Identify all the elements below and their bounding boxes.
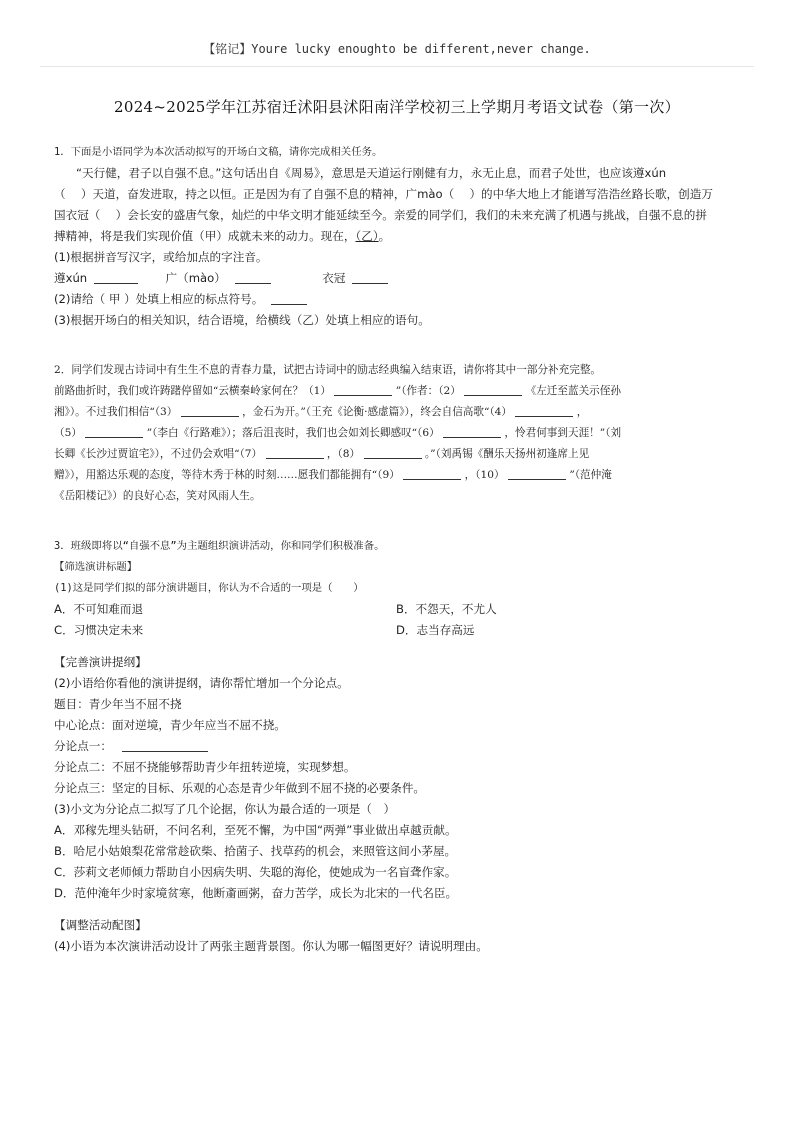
- answer-blank[interactable]: [94, 270, 138, 284]
- question-2-stem: 2．同学们发现古诗词中有生生不息的青春力量，试把古诗词中的励志经典编入结束语，请你将其中一部分补充完整。: [54, 364, 602, 376]
- outline-topic: 题目：青少年当不屈不挠: [54, 697, 182, 711]
- outline-point-1: [54, 736, 744, 757]
- sub-question-2: [54, 289, 744, 310]
- section-heading: 【完善演讲提纲】: [54, 655, 147, 669]
- question-2-line: [54, 381, 744, 402]
- answer-blank[interactable]: [85, 424, 143, 438]
- paragraph-text: 。: [378, 229, 391, 243]
- poem-text: 长卿《长沙过贾谊宅》），不过仍会欢唱“（7）: [54, 448, 263, 460]
- answer-blank[interactable]: [364, 445, 422, 459]
- answer-blank[interactable]: [352, 270, 388, 284]
- answer-blank[interactable]: [515, 403, 573, 417]
- answer-blank[interactable]: [443, 424, 501, 438]
- poem-text: （5）: [54, 427, 82, 439]
- answer-blank[interactable]: [508, 466, 566, 480]
- page-title: 2024~2025学年江苏宿迁沭阳县沭阳南洋学校初三上学期月考语文试卷（第一次）: [114, 98, 680, 116]
- sub-question-text: (2)请给（ 甲 ）处填上相应的标点符号。: [54, 292, 264, 306]
- question-2-line: [54, 423, 744, 444]
- sub-question-1: (1)这是同学们拟的部分演讲题目，你认为不合适的一项是（ ）: [54, 582, 364, 594]
- outline-central-point: 中心论点：面对逆境，青少年应当不屈不挠。: [54, 718, 286, 732]
- answer-blank[interactable]: [181, 403, 239, 417]
- question-3: [54, 536, 744, 957]
- option-b[interactable]: B．不怨天，不尤人: [396, 602, 497, 616]
- question-2-line: [54, 402, 744, 423]
- poem-text: 前路曲折时，我们或许踌躇停留如“云横秦岭家何在？（1）: [54, 385, 331, 397]
- sub-question-1: (1)根据拼音写汉字，或给加点的字注音。: [54, 250, 268, 264]
- section-heading: 【筛选演讲标题】: [54, 561, 138, 573]
- poem-text: 《左迁至蓝关示侄孙: [525, 385, 621, 397]
- option-d[interactable]: D．范仲淹年少时家境贫寒，他断齑画粥，奋力苦学，成长为北宋的一代名臣。: [54, 886, 458, 900]
- poem-text: ，: [576, 406, 588, 418]
- sub-question-3: (3)小文为分论点二拟写了几个论据，你认为最合适的一项是（ ）: [54, 802, 396, 816]
- question-2-line: [54, 444, 744, 465]
- poem-text: ，（10）: [464, 469, 505, 481]
- answer-blank[interactable]: [271, 291, 307, 305]
- question-1-stem: 1．下面是小语同学为本次活动拟写的开场白文稿，请你完成相关任务。: [54, 146, 383, 158]
- poem-text: ，怜君何事到天涯！”（刘: [504, 427, 622, 439]
- item-label: 遵xún: [54, 271, 88, 285]
- answer-blank[interactable]: [403, 466, 461, 480]
- poem-text: 。”（刘禹锡《酬乐天扬州初逢席上见: [424, 448, 590, 460]
- question-3-stem: 3．班级即将以“自强不息”为主题组织演讲活动，你和同学们积极准备。: [54, 540, 385, 552]
- sub-question-2: (2)小语给你看他的演讲提纲，请你帮忙增加一个分论点。: [54, 676, 349, 690]
- poem-text: ，金石为开。”（王充《论衡·感虚篇》），终会自信高歌“（4）: [242, 406, 513, 418]
- poem-text: ”（范仲淹: [569, 469, 612, 481]
- question-1-paragraph-line: [54, 226, 744, 247]
- poem-text: ”（作者：（2）: [395, 385, 461, 397]
- question-1: [54, 142, 744, 331]
- sub-question-3: (3)根据开场白的相关知识，结合语境，给横线（乙）处填上相应的语句。: [54, 313, 430, 327]
- poem-text: ”（李白《行路难》）；落后沮丧时，我们也会如刘长卿感叹“（6）: [146, 427, 440, 439]
- option-a[interactable]: A．邓稼先埋头钻研，不问名利，至死不懈，为中国“两弹”事业做出卓越贡献。: [54, 823, 457, 837]
- question-2-line: [54, 465, 744, 486]
- option-c[interactable]: C．习惯决定未来: [54, 623, 144, 637]
- header-divider: [40, 66, 754, 67]
- item-label: 广（mào）: [165, 271, 226, 285]
- section-heading: 【调整活动配图】: [54, 918, 147, 932]
- answer-blank[interactable]: [235, 270, 271, 284]
- blank-yi[interactable]: （乙）: [355, 229, 379, 243]
- option-c[interactable]: C．莎莉文老师倾力帮助自小因病失明、失聪的海伦，使她成为一名盲聋作家。: [54, 865, 457, 879]
- poem-text: 湘》）。不过我们相信“（3）: [54, 406, 178, 418]
- question-1-paragraph-line: （ ）天道，奋发进取，持之以恒。正是因为有了自强不息的精神，广mào（ ）的中华大地上才能谱写浩浩丝路长歌，创造万: [54, 187, 713, 201]
- question-2: [54, 360, 744, 507]
- pinyin-answer-row: [54, 268, 744, 289]
- answer-blank[interactable]: [122, 738, 208, 752]
- option-b[interactable]: B．哈尼小姑娘梨花常常趁砍柴、拾菌子、找草药的机会，来照管这间小茅屋。: [54, 844, 457, 858]
- sub-question-4: (4)小语为本次演讲活动设计了两张主题背景图。你认为哪一幅图更好？请说明理由。: [54, 939, 488, 953]
- poem-text: 赠》），用豁达乐观的态度，等待木秀于林的时刻……愿我们都能拥有“（9）: [54, 469, 400, 481]
- question-1-paragraph-line: “天行健，君子以自强不息。”这句话出自《周易》，意思是天道运行刚健有力，永无止息，而君子处世，也应该遵xún: [76, 166, 667, 180]
- options-row: [54, 599, 744, 620]
- outline-point-2: 分论点二：不屈不挠能够帮助青少年扭转逆境，实现梦想。: [54, 760, 356, 774]
- option-a[interactable]: A．不可知难而退: [54, 602, 144, 616]
- outline-label: 分论点一：: [54, 739, 112, 753]
- answer-blank[interactable]: [334, 382, 392, 396]
- option-d[interactable]: D．志当存高远: [396, 623, 475, 637]
- answer-blank[interactable]: [266, 445, 324, 459]
- outline-point-3: 分论点三：坚定的目标、乐观的心态是青少年做到不屈不挠的必要条件。: [54, 781, 426, 795]
- options-row: [54, 620, 744, 641]
- question-2-line: 《岳阳楼记》）的良好心态，笑对风雨人生。: [54, 490, 261, 502]
- question-1-paragraph-line: 国衣冠（ ）会长安的盛唐气象，灿烂的中华文明才能延续至今。亲爱的同学们，我们的未来充满了机遇与挑战，自强不息的拼: [54, 208, 707, 222]
- paragraph-text: 搏精神，将是我们实现价值（甲）成就未来的动力。现在，: [54, 229, 356, 243]
- header-motto: 【铭记】Youre lucky enoughto be different,never change.: [203, 42, 591, 56]
- item-label: 衣冠: [322, 271, 346, 285]
- answer-blank[interactable]: [464, 382, 522, 396]
- poem-text: ，（8）: [326, 448, 361, 460]
